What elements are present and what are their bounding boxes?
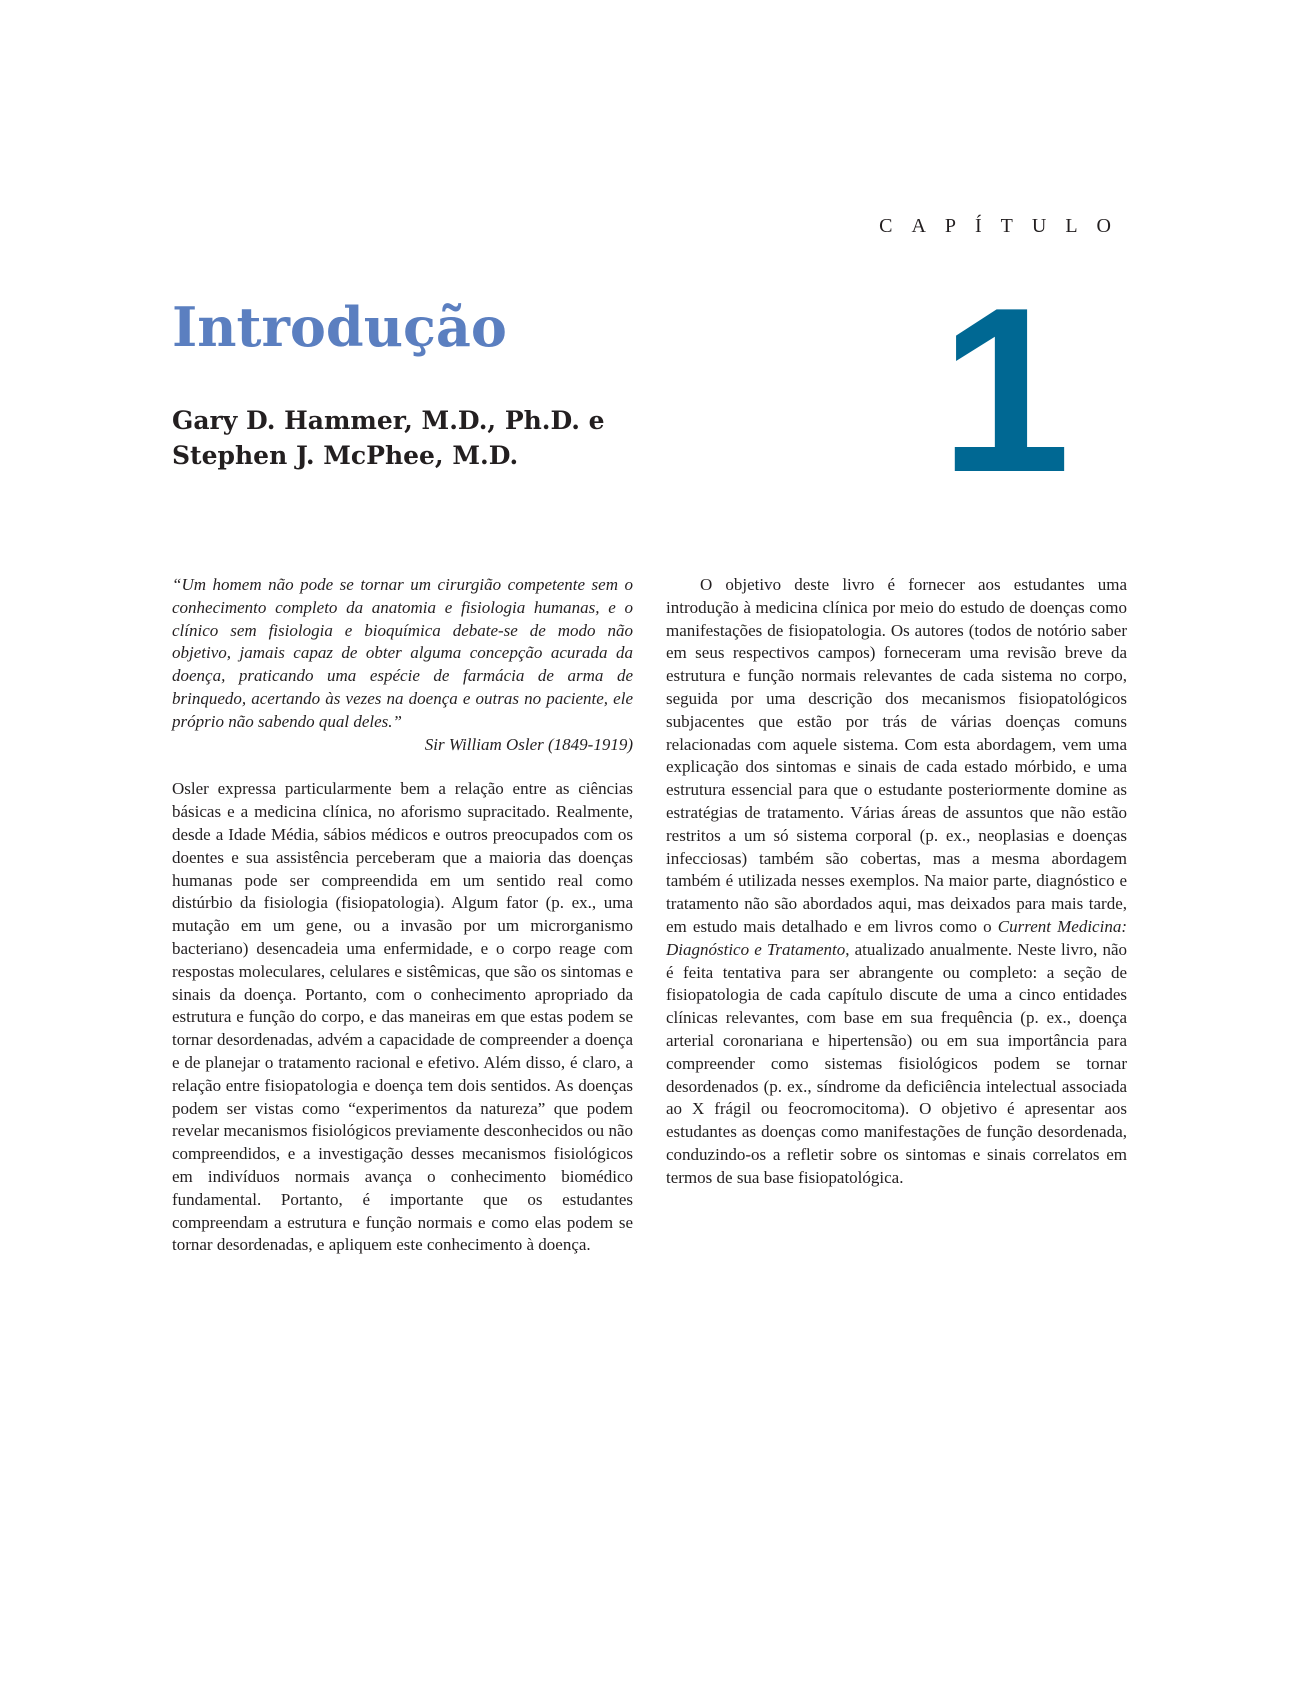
author-line-1: Gary D. Hammer, M.D., Ph.D. e — [172, 406, 605, 435]
text-column-right — [666, 574, 1127, 1190]
epigraph-attribution: Sir William Osler (1849-1919) — [424, 734, 633, 754]
epigraph-quote: “Um homem não pode se tornar um cirurgião competente sem o conhecimento completo da anatomia e fisiologia humanas, e o clínico sem fisiologia e bioquímica debate-se de modo não objetivo, jamais capaz de obter alguma concepção acurada da doença, praticando uma espécie de farmácia de arma de brinquedo, acertando às vezes na doença e outras no paciente, ele próprio não sabendo qual deles.” — [172, 575, 633, 731]
authors-block — [172, 403, 605, 473]
chapter-label: CAPÍTULO — [879, 215, 1130, 237]
body-paragraph-2-text-b: , atualizado anualmente. Neste livro, não é feita tentativa para ser abrangente ou completo: a seção de fisiopatologia de cada capítulo discute de uma a cinco entidades clínicas relevantes, com base em sua frequência (p. ex., doença arterial coronariana e hipertensão) ou em sua importância para compreender como sistemas fisiológicos podem se tornar desordenados (p. ex., síndrome da deficiência intelectual associada ao X frágil ou feocromocitoma). O objetivo é apresentar aos estudantes as doenças como manifestações de função desordenada, conduzindo-os a refletir sobre os sintomas e sinais correlatos em termos de sua base fisiopatológica. — [666, 939, 1127, 1187]
body-paragraph-1: Osler expressa particularmente bem a relação entre as ciências básicas e a medicina clínica, no aforismo supracitado. Realmente, desde a Idade Média, sábios médicos e outros preocupados com os doentes e sua assistência perceberam que a maioria das doenças humanas pode ser compreendida em um sentido real como distúrbio da fisiologia (fisiopatologia). Algum fator (p. ex., uma mutação em um gene, ou a invasão por um microrganismo bacteriano) desencadeia uma enfermidade, e o corpo reage com respostas moleculares, celulares e sistêmicas, que são os sintomas e sinais da doença. Portanto, com o conhecimento apropriado da estrutura e função do corpo, e das maneiras em que estas podem se tornar desordenadas, advém a capacidade de compreender a doença e de planejar o tratamento racional e efetivo. Além disso, é claro, a relação entre fisiopatologia e doença tem dois sentidos. As doenças podem ser vistas como “experimentos da natureza” que podem revelar mecanismos fisiológicos previamente desconhecidos ou não compreendidos, e a investigação desses mecanismos fisiológicos em indivíduos normais avança o conhecimento biomédico fundamental. Portanto, é importante que os estudantes compreendam a estrutura e função normais e como elas podem se tornar desordenadas, e apliquem este conhecimento à doença. — [172, 779, 633, 1255]
author-line-2: Stephen J. McPhee, M.D. — [172, 441, 519, 470]
text-column-left — [172, 574, 633, 1257]
body-paragraph-2 — [666, 574, 1127, 1190]
book-title-reference: Current Medicina: Diagnóstico e Tratamento — [666, 916, 1127, 959]
body-paragraph-2-text-a: O objetivo deste livro é fornecer aos estudantes uma introdução à medicina clínica por meio do estudo de doenças como manifestações de fisiopatologia. Os autores (todos de notório saber em seus respectivos campos) forneceram uma revisão breve da estrutura e função normais relevantes de cada sistema no corpo, seguida por uma descrição dos mecanismos fisiopatológicos subjacentes que estão por trás de várias doenças comuns relacionadas com aquele sistema. Com esta abordagem, vem uma explicação dos sintomas e sinais de cada estado mórbido, e uma estrutura essencial para que o estudante posteriormente domine as estratégias de tratamento. Várias áreas de assuntos que não estão restritos a um só sistema corporal (p. ex., neoplasias e doenças infecciosas) também são cobertas, mas a mesma abordagem também é utilizada nesses exemplos. Na maior parte, diagnóstico e tratamento não são abordados aqui, mas deixados para mais tarde, em estudo mais detalhado e em livros como o — [666, 575, 1127, 936]
chapter-title: Introdução — [172, 295, 507, 359]
chapter-number: 1 — [940, 258, 1071, 521]
